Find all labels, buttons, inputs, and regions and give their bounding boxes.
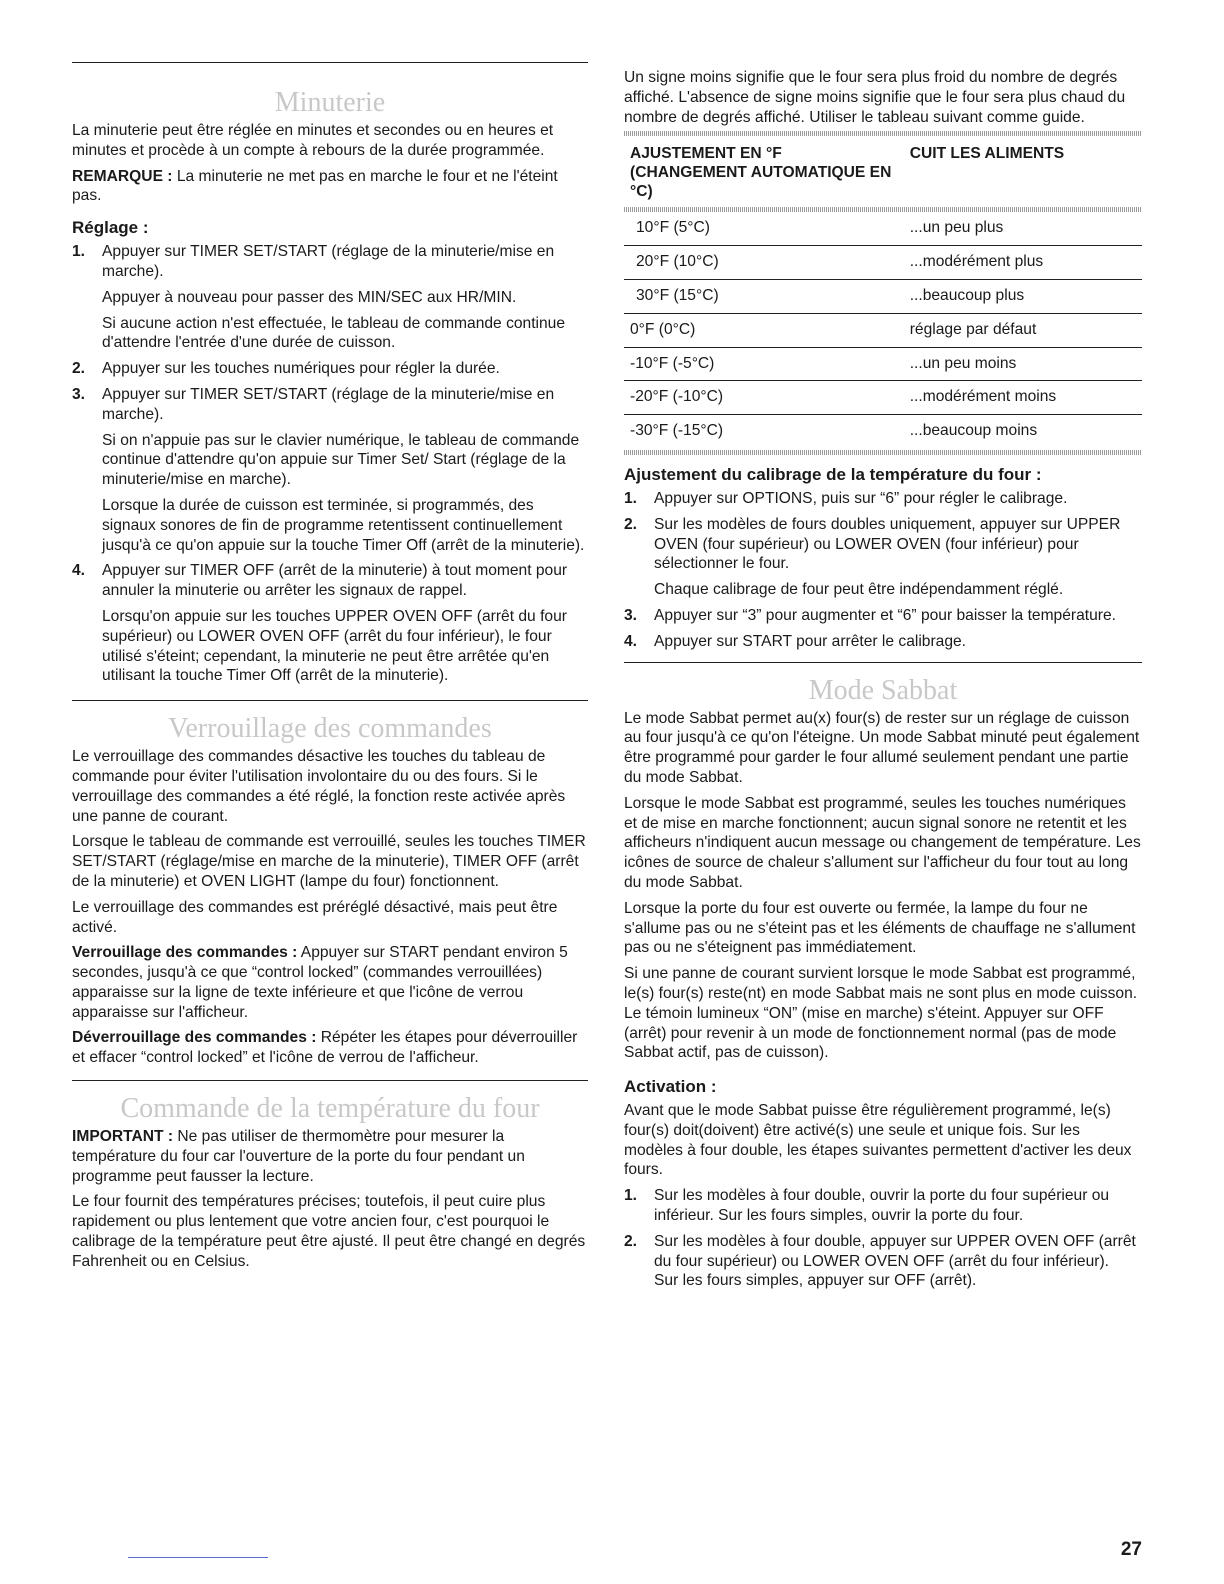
table-cell-adjustment: -10°F (-5°C) [624,347,904,381]
minuterie-intro: La minuterie peut être réglée en minutes et secondes ou en heures et minutes et procède à un compte à rebours de la durée programmée. [72,122,554,159]
table-cell-adjustment: -20°F (-10°C) [624,381,904,415]
step-text: Sur les modèles à four double, ouvrir la porte du four supérieur ou inférieur. Sur les fours simples, ouvrir la porte du four. [654,1187,1110,1225]
table-intro: Un signe moins signifie que le four sera plus froid du nombre de degrés affiché. L'absence de signe moins signifie que le four sera plus chaud du nombre de degrés affiché. Utiliser le tableau suivant comme guide. [624,69,1126,126]
list-item [624,489,1142,509]
verrouillage-unlock [72,1028,588,1068]
temperature-p2: Le four fournit des températures précises; toutefois, il peut cuire plus rapidement ou plus lentement que votre ancien four, c'est pourquoi le calibrage de la température peut être ajusté. Il peut être changé en degrés Fahrenheit ou en Celsius. [72,1193,586,1270]
table-cell-adjustment: -30°F (-15°C) [630,422,724,440]
activation-heading: Activation : [624,1077,717,1097]
table-row [624,212,1142,245]
list-item [72,385,588,555]
step-text: Appuyer sur TIMER OFF (arrêt de la minuterie) à tout moment pour annuler la minuterie ou arrêter les signaux de rappel. [102,562,568,600]
step-text: Appuyer à nouveau pour passer des MIN/SEC aux HR/MIN. [102,288,517,306]
activation-steps [624,1186,1142,1291]
table-header-effect: CUIT LES ALIMENTS [909,145,1065,163]
section-divider [624,662,1142,663]
footer-line [128,1557,268,1558]
step-text: Appuyer sur TIMER SET/START (réglage de la minuterie/mise en marche). [102,385,555,423]
table-cell-adjustment: 30°F (15°C) [624,279,904,313]
table-cell-effect: ...beaucoup moins [909,422,1038,440]
table-top-hatch [624,131,1142,136]
step-number: 1. [624,1187,638,1205]
note-text: La minuterie ne met pas en marche le four et ne l'éteint pas. [72,167,558,205]
verrouillage-p2: Lorsque le tableau de commande est verrouillé, seules les touches TIMER SET/START (réglage/mise en marche de la minuterie), TIMER OFF (arrêt de la minuterie) et OVEN LIGHT (lampe du four) fonctionnent. [72,833,586,890]
step-number: 4. [624,632,638,650]
minuterie-steps [72,242,588,686]
table-row [624,246,1142,280]
step-number: 2. [624,515,638,533]
step-text: Appuyer sur les touches numériques pour régler la durée. [102,360,500,378]
temperature-important [72,1127,588,1186]
step-text: Appuyer sur START pour arrêter le calibrage. [654,632,967,650]
table-row [624,279,1142,313]
step-text: Sur les fours simples, appuyer sur OFF (arrêt). [654,1272,977,1290]
lock-text: Appuyer sur START pendant environ 5 secondes, jusqu'à ce que “control locked” (commandes verrouillées) apparaisse sur la ligne de texte inférieure et que l'icône de verrou apparaisse sur l'afficheur. [72,944,568,1021]
table-cell-adjustment: 20°F (10°C) [624,246,904,280]
table-cell-effect: ...un peu plus [904,212,1142,245]
step-number: 3. [72,385,86,403]
section-divider [72,62,588,63]
reglage-heading: Réglage : [72,218,149,238]
sabbat-p2: Lorsque le mode Sabbat est programmé, seules les touches numériques et de mise en marche fonctionnent; aucun signal sonore ne retentit et les afficheurs n'indiquent aucun message ou changement de température. Les icônes de source de chaleur s'allument sur l'afficheur du four tout au long du mode Sabbat. [624,794,1141,891]
calibrage-heading: Ajustement du calibrage de la température du four : [624,464,1042,484]
temperature-title: Commande de la température du four [120,1093,540,1125]
step-text: Appuyer sur OPTIONS, puis sur “6” pour régler le calibrage. [654,489,1068,507]
table-cell-adjustment: 0°F (0°C) [624,313,904,347]
calibrage-steps [624,489,1142,652]
section-divider [72,700,588,701]
step-number: 4. [72,562,86,580]
table-cell-adjustment: 10°F (5°C) [624,212,904,245]
step-text: Chaque calibrage de four peut être indépendamment réglé. [654,581,1064,599]
table-bottom-hatch [624,450,1142,455]
verrouillage-p1: Le verrouillage des commandes désactive les touches du tableau de commande pour éviter l'utilisation involontaire du ou des fours. Si le verrouillage des commandes a été réglé, la fonction reste activée après une panne de courant. [72,748,566,825]
sabbat-title: Mode Sabbat [808,674,958,706]
minuterie-note [72,167,588,207]
page-number: 27 [1120,1539,1142,1560]
table-cell-effect: ...modérément plus [904,246,1142,280]
sabbat-p1: Le mode Sabbat permet au(x) four(s) de rester sur un réglage de cuisson au four jusqu'à ce qu'on l'éteigne. Un mode Sabbat minuté peut également être programmé pour garder le four allumé seulement pendant une partie du mode Sabbat. [624,709,1140,786]
unlock-label: Déverrouillage des commandes : [72,1029,317,1047]
table-row [624,347,1142,381]
calibration-table [624,144,1142,448]
step-number: 1. [624,489,638,507]
table-cell-effect: ...modérément moins [904,381,1142,415]
verrouillage-p3: Le verrouillage des commandes est préréglé désactivé, mais peut être activé. [72,898,558,936]
table-row [624,415,1142,448]
step-number: 2. [624,1232,638,1250]
step-text: Appuyer sur TIMER SET/START (réglage de la minuterie/mise en marche). [102,243,555,280]
step-number: 1. [72,243,86,261]
step-text: Sur les modèles à four double, appuyer sur UPPER OVEN OFF (arrêt du four supérieur) ou LOWER OVEN OFF (arrêt du four inférieur). [654,1232,1136,1270]
list-item [624,606,1142,626]
step-number: 2. [72,360,86,378]
step-text: Si on n'appuie pas sur le clavier numérique, le tableau de commande continue d'attendre qu'on appuie sur Timer Set/ Start (réglage de la minuterie/mise en marche). [102,431,580,489]
list-item [72,359,588,379]
table-cell-effect: ...beaucoup plus [904,279,1142,313]
important-label: IMPORTANT : [72,1128,174,1146]
table-header-row [624,144,1142,201]
list-item [72,242,588,353]
step-text: Lorsqu'on appuie sur les touches UPPER OVEN OFF (arrêt du four supérieur) ou LOWER OVEN OFF (arrêt du four inférieur), le four utilisé s'éteint; cependant, la minuterie ne peut être arrêtée qu'en utilisant la touche Timer Off (arrêt de la minuterie). [102,607,567,685]
note-label: REMARQUE : [72,167,173,185]
step-text: Si aucune action n'est effectuée, le tableau de commande continue d'attendre l'entrée d'une durée de cuisson. [102,314,566,352]
verrouillage-lock [72,943,588,1022]
table-row [624,381,1142,415]
unlock-text: Répéter les étapes pour déverrouiller et effacer “control locked” et l'icône de verrou de l'afficheur. [72,1029,578,1067]
step-text: Sur les modèles de fours doubles uniquement, appuyer sur UPPER OVEN (four supérieur) ou LOWER OVEN (four inférieur) pour sélectionner le four. [654,515,1121,573]
verrouillage-title: Verrouillage des commandes [168,713,492,745]
section-divider [72,1080,588,1081]
table-row [624,313,1142,347]
list-item [624,515,1142,600]
step-number: 3. [624,606,638,624]
list-item [624,632,1142,652]
left-column [72,62,588,1278]
lock-label: Verrouillage des commandes : [72,944,298,962]
list-item [624,1232,1142,1291]
table-cell-effect: réglage par défaut [904,313,1142,347]
list-item [624,1186,1142,1226]
right-column [624,68,1142,1297]
table-header-adjustment: AJUSTEMENT EN °F (CHANGEMENT AUTOMATIQUE EN °C) [630,145,892,201]
list-item [72,561,588,686]
important-text: Ne pas utiliser de thermomètre pour mesurer la température du four car l'ouverture de la porte du four pendant un programme peut fausser la lecture. [72,1128,525,1185]
activation-intro: Avant que le mode Sabbat puisse être régulièrement programmé, le(s) four(s) doit(doivent) être activé(s) une seule et unique fois. Sur les modèles à four double, les étapes suivantes permettent d'activer les deux fours. [624,1102,1132,1179]
sabbat-p3: Lorsque la porte du four est ouverte ou fermée, la lampe du four ne s'allume pas ou ne s'éteint pas et les éléments de chauffage ne s'allument pas ou ne s'éteignent pas immédiatement. [624,899,1136,957]
step-text: Lorsque la durée de cuisson est terminée, si programmés, des signaux sonores de fin de programme retentissent continuellement jusqu'à ce qu'on appuie sur la touche Timer Off (arrêt de la minuterie). [102,496,585,554]
minuterie-title: Minuterie [274,87,386,118]
sabbat-p4: Si une panne de courant survient lorsque le mode Sabbat est programmé, le(s) four(s) reste(nt) en mode Sabbat mais ne sont plus en mode cuisson. Le témoin lumineux “ON” (mise en marche) s'éteint. Appuyer sur OFF (arrêt) pour revenir à un mode de fonctionnement normal (pas de mode Sabbat actif, pas de cuisson). [624,965,1138,1062]
step-text: Appuyer sur “3” pour augmenter et “6” pour baisser la température. [654,606,1116,624]
table-cell-effect: ...un peu moins [904,347,1142,381]
